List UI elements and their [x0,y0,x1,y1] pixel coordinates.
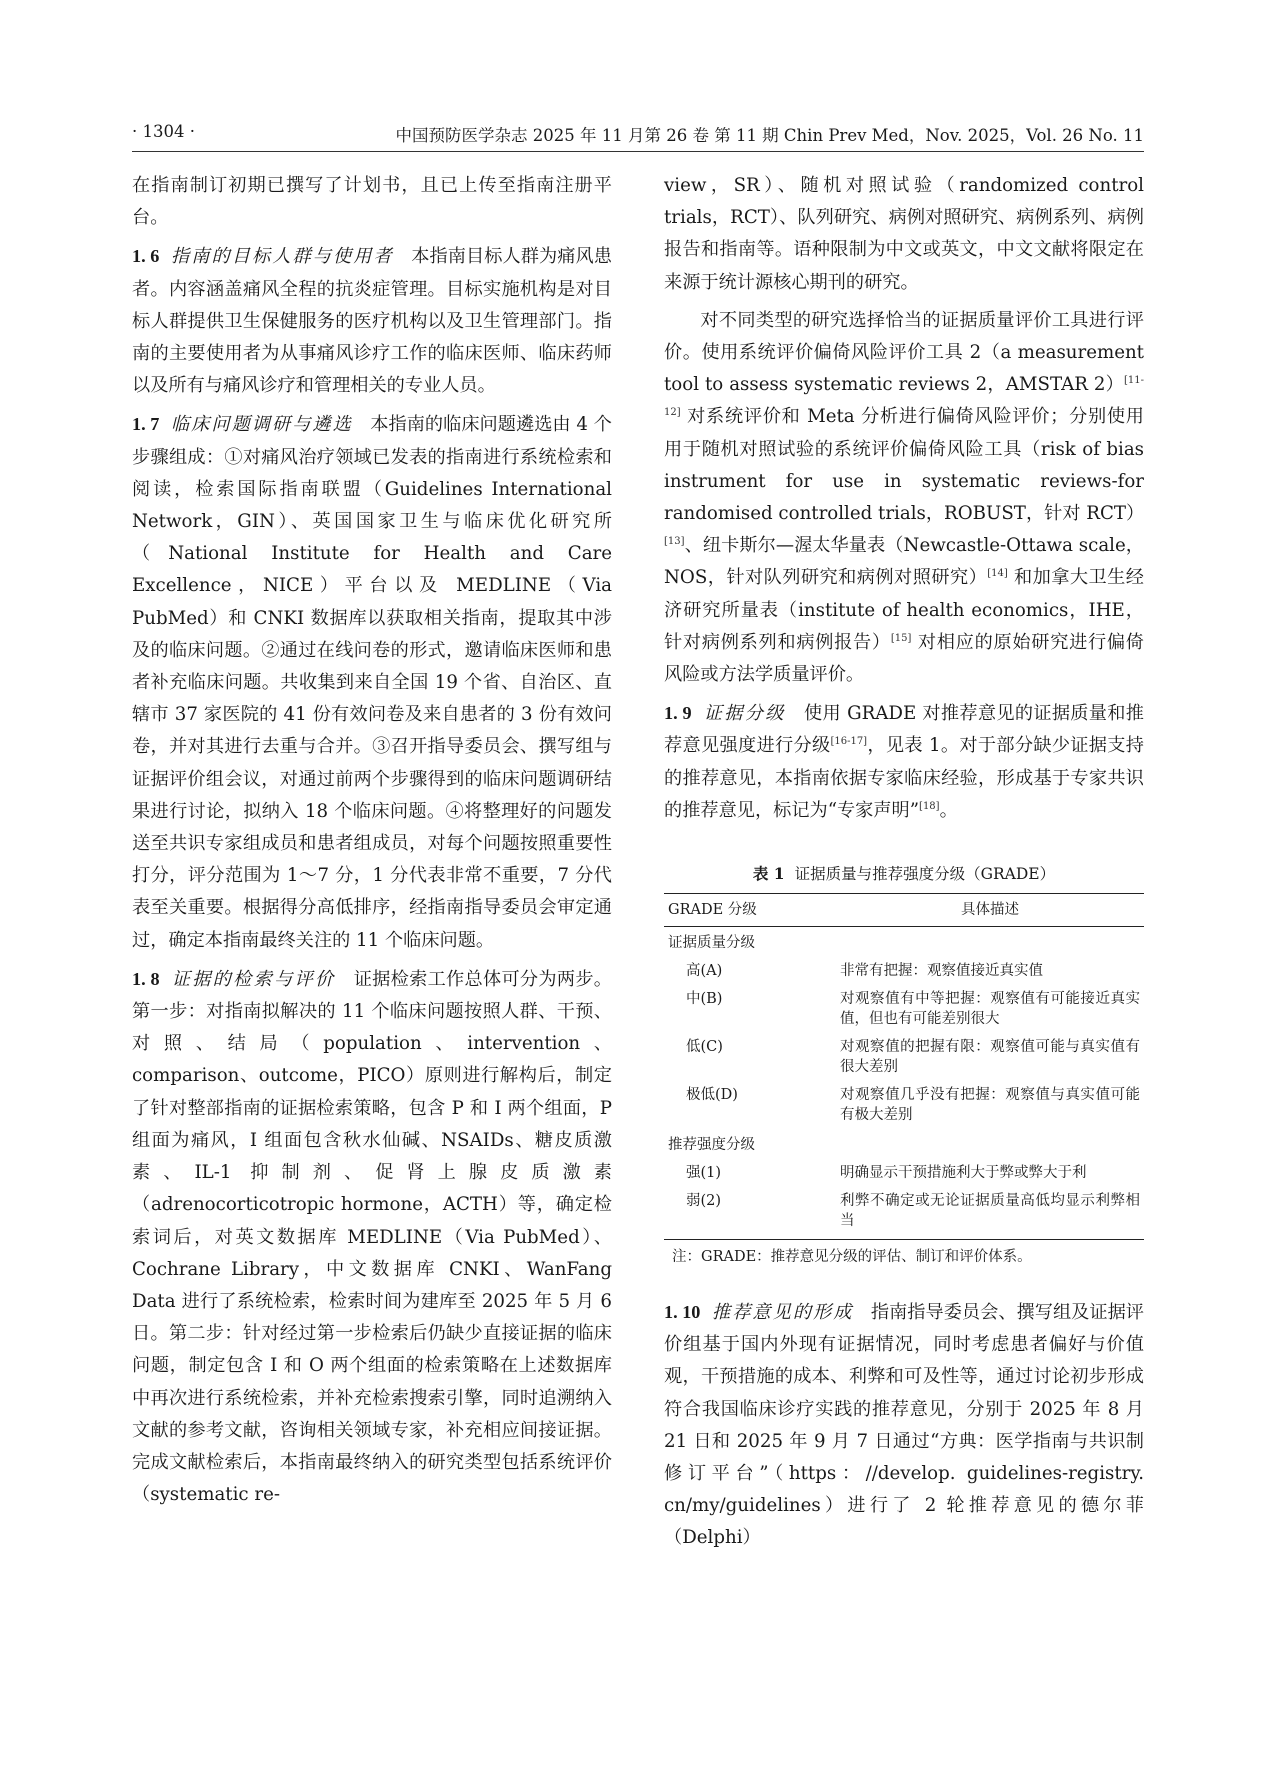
table-note: 注：GRADE：推荐意见分级的评估、制订和评价体系。 [672,1249,1032,1266]
grade-table [664,893,1144,1240]
section-title: 证据的检索与评价 [171,968,336,990]
citation: [11-12] [664,375,1144,419]
section-1-6 [132,240,612,402]
section-text: 证据检索工作总体可分为两步。第一步：对指南拟解决的 11 个临床问题按照人群、干预、对照、结局（population、intervention、comparison、outcome，PICO）原则进行解构后，制定了针对整部指南的证据检索策略，包含 P 和 I 两个组面，P 组面为痛风，I 组面包含秋水仙碱、NSAIDs、糖皮质激素、IL-1 抑制剂、促肾上腺皮质激素（adrenocorticotropic hormone，ACTH）等，确定检索词后，对英文数据库 MEDLINE（Via PubMed）、Cochrane Library，中文数据库 CNKI、WanFang Data 进行了系统检索，检索时间为建库至 2025 年 5 月 6 日。第二步：针对经过第一步检索后仍缺少直接证据的临床问题，制定包含 I 和 O 两个组面的检索策略在上述数据库中再次进行系统检索，并补充检索搜索引擎，同时追溯纳入文献的参考文献，咨询相关领域专家，补充相应间接证据。完成文献检索后，本指南最终纳入的研究类型包括系统评价（systematic re- [132,968,612,1506]
column-header: 具体描述 [836,894,1144,927]
column-header: GRADE 分级 [664,894,836,927]
citation: [13] [664,536,685,548]
table-row: 弱(2) 利弊不确定或无论证据质量高低均显示利弊相当 [686,1193,1140,1230]
table-row: 低(C) 对观察值的把握有限：观察值可能与真实值有很大差别 [686,1039,1140,1076]
section-number: 1. 9 [664,703,692,724]
paragraph-quality-tools: 对不同类型的研究选择恰当的证据质量评价工具进行评价。使用系统评价偏倚风险评价工具 2（a measurement tool to assess systematic reviews 2，AMSTAR 2）[11-12] 对系统评价和 Meta 分析进行偏倚风险评价；分别使用用于随机对照试验的系统评价偏倚风险工具（risk of bias instrument for use in systematic reviews-for randomised controlled trials，ROBUST，针对 RCT）[13]、纽卡斯尔—渥太华量表（Newcastle-Ottawa scale，NOS，针对队列研究和病例对照研究）[14] 和加拿大卫生经济研究所量表（institute of health economics，IHE，针对病例系列和病例报告）[15] 对相应的原始研究进行偏倚风险或方法学质量评价。 [664,309,1145,686]
citation: [16-17] [830,736,868,748]
table-row: 中(B) 对观察值有中等把握：观察值有可能接近真实值，但也有可能差别很大 [686,991,1140,1028]
paragraph: 在指南制订初期已撰写了计划书，且已上传至指南注册平台。 [132,175,612,229]
page-header [132,118,1144,148]
table-caption [664,863,1144,885]
section-1-9: 1. 9 证据分级 使用 GRADE 对推荐意见的证据质量和推荐意见强度进行分级[16-17]，见表 1。对于部分缺少证据支持的推荐意见，本指南依据专家临床经验，形成基于专家共识的推荐意见，标记为“专家声明”[18]。 [664,703,1144,821]
table-row: 极低(D) 对观察值几乎没有把握：观察值与真实值可能有极大差别 [686,1087,1140,1124]
section-number: 1. 7 [132,414,160,435]
section-text: 本指南目标人群为痛风患者。内容涵盖痛风全程的抗炎症管理。目标实施机构是对目标人群提供卫生保健服务的医疗机构以及卫生管理部门。指南的主要使用者为从事痛风诊疗工作的临床医师、临床药师以及所有与痛风诊疗和管理相关的专业人员。 [132,246,612,397]
section-number: 1. 6 [132,246,160,267]
right-column [664,170,1144,1555]
section-number: 1. 8 [132,968,160,989]
table-row: 高(A) 非常有把握：观察值接近真实值 [686,963,1043,980]
table-group-row: 推荐强度分级 [668,1137,755,1154]
section-text: 指南指导委员会、撰写组及证据评价组基于国内外现有证据情况，同时考虑患者偏好与价值观，干预措施的成本、利弊和可及性等，通过讨论初步形成符合我国临床诊疗实践的推荐意见，分别于 2025 年 8 月 21 日和 2025 年 9 月 7 日通过“方典：医学指南与共识制修订平台”（https：//develop. guidelines-registry. cn/my/guidelines）进行了 2 轮推荐意见的德尔菲（Delphi） [664,1302,1144,1549]
section-title: 推荐意见的形成 [712,1302,854,1324]
header-rule [132,151,1144,152]
section-title: 指南的目标人群与使用者 [171,246,394,268]
section-title: 临床问题调研与遴选 [170,414,353,436]
table-label: 表 1 [752,864,785,884]
citation: [14] [987,568,1008,580]
section-1-7 [132,408,612,956]
table-group-row: 证据质量分级 [668,935,755,952]
section-number: 1. 10 [664,1302,701,1323]
journal-citation: 中国预防医学杂志 2025 年 11 月第 26 卷 第 11 期 Chin Prev Med，Nov. 2025，Vol. 26 No. 11 [395,126,1144,145]
table-title: 证据质量与推荐强度分级（GRADE） [794,865,1056,884]
paragraph: view，SR）、随机对照试验（randomized control trials，RCT）、队列研究、病例对照研究、病例系列、病例报告和指南等。语种限制为中文或英文，中文文献将限定在来源于统计源核心期刊的研究。 [664,175,1144,293]
left-column [132,170,612,1511]
citation: [18] [919,800,940,812]
table-header-row [664,894,1144,927]
section-text: 本指南的临床问题遴选由 4 个步骤组成：①对痛风治疗领域已发表的指南进行系统检索和阅读，检索国际指南联盟（Guidelines International Network，GIN）、英国国家卫生与临床优化研究所（National Institute for Health and Care Excellence，NICE）平台以及 MEDLINE（Via PubMed）和 CNKI 数据库以获取相关指南，提取其中涉及的临床问题。②通过在线问卷的形式，邀请临床医师和患者补充临床问题。共收集到来自全国 19 个省、自治区、直辖市 37 家医院的 41 份有效问卷及来自患者的 3 份有效问卷，并对其进行去重与合并。③召开指导委员会、撰写组与证据评价组会议，对通过前两个步骤得到的临床问题调研结果进行讨论，拟纳入 18 个临床问题。④将整理好的问题发送至共识专家组成员和患者组成员，对每个问题按照重要性打分，评分范围为 1～7 分，1 分代表非常不重要，7 分代表至关重要。根据得分高低排序，经指南指导委员会审定通过，确定本指南最终关注的 11 个临床问题。 [132,414,612,951]
table-row: 强(1) 明确显示干预措施利大于弊或弊大于利 [686,1165,1087,1182]
section-1-8 [132,963,612,1511]
citation: [15] [890,632,912,644]
section-title: 证据分级 [703,703,786,725]
section-1-10 [664,1296,1144,1555]
page-number: · 1304 · [132,122,195,141]
